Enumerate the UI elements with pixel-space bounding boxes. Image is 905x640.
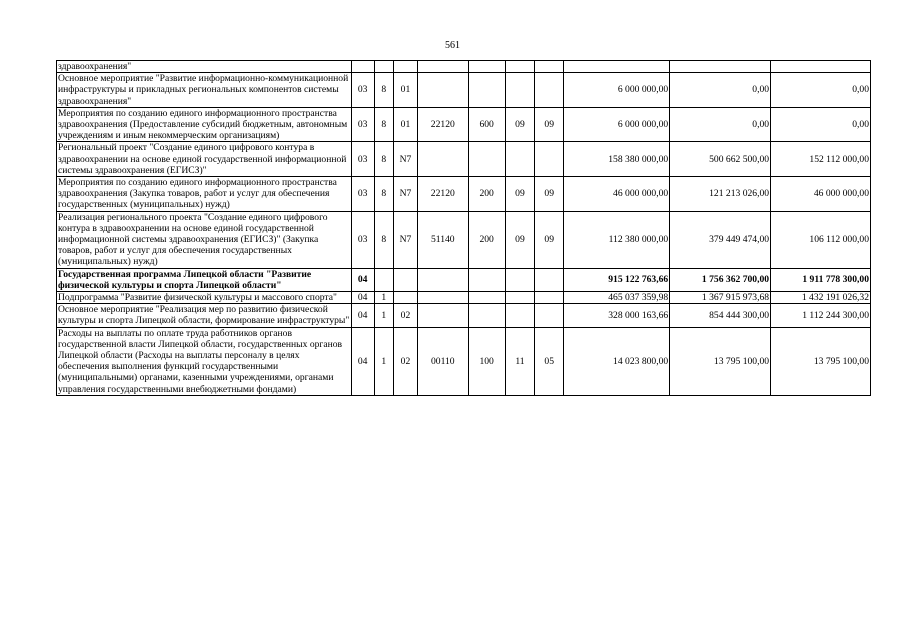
cell-direction-code: 51140 — [418, 211, 468, 268]
cell-expense-type: 100 — [468, 327, 505, 395]
cell-amount-year-3: 106 112 000,00 — [771, 211, 871, 268]
cell-amount-year-1: 112 380 000,00 — [564, 211, 670, 268]
cell-section — [505, 73, 534, 108]
cell-activity-code: N7 — [393, 211, 417, 268]
cell-subprogram-code: 8 — [374, 177, 393, 212]
cell-name: Мероприятия по созданию единого информационного пространства здравоохранения (Закупка товаров, работ и услуг для обеспечения государственных (муниципальных) нужд) — [57, 177, 352, 212]
cell-amount-year-2: 13 795 100,00 — [670, 327, 771, 395]
cell-name: Региональный проект "Создание единого цифрового контура в здравоохранении на основе единой государственной информационной системы здравоохранения (ЕГИСЗ)" — [57, 142, 352, 177]
cell-subprogram-code: 1 — [374, 327, 393, 395]
cell-amount-year-2: 121 213 026,00 — [670, 177, 771, 212]
cell-program-code: 04 — [351, 292, 374, 304]
cell-amount-year-2: 854 444 300,00 — [670, 304, 771, 327]
cell-subprogram-code — [374, 268, 393, 291]
cell-direction-code — [418, 73, 468, 108]
cell-direction-code: 00110 — [418, 327, 468, 395]
cell-direction-code: 22120 — [418, 107, 468, 142]
cell-name: здравоохранения" — [57, 61, 352, 73]
cell-subsection: 09 — [535, 107, 564, 142]
cell-amount-year-1: 158 380 000,00 — [564, 142, 670, 177]
cell-subsection — [535, 61, 564, 73]
cell-program-code: 04 — [351, 268, 374, 291]
cell-expense-type — [468, 73, 505, 108]
cell-activity-code: N7 — [393, 142, 417, 177]
cell-subsection — [535, 304, 564, 327]
cell-name: Государственная программа Липецкой области "Развитие физической культуры и спорта Липецкой области" — [57, 268, 352, 291]
cell-subprogram-code: 8 — [374, 73, 393, 108]
cell-subprogram-code: 1 — [374, 292, 393, 304]
cell-amount-year-2: 379 449 474,00 — [670, 211, 771, 268]
cell-subprogram-code: 8 — [374, 211, 393, 268]
cell-subsection — [535, 292, 564, 304]
cell-amount-year-1: 6 000 000,00 — [564, 73, 670, 108]
cell-subsection — [535, 73, 564, 108]
cell-section — [505, 61, 534, 73]
cell-subsection: 09 — [535, 211, 564, 268]
cell-amount-year-3: 13 795 100,00 — [771, 327, 871, 395]
cell-subsection: 05 — [535, 327, 564, 395]
cell-expense-type: 200 — [468, 211, 505, 268]
cell-section: 09 — [505, 177, 534, 212]
cell-activity-code: 01 — [393, 73, 417, 108]
cell-amount-year-3: 152 112 000,00 — [771, 142, 871, 177]
table-row — [57, 177, 871, 212]
cell-activity-code: 02 — [393, 304, 417, 327]
cell-amount-year-1: 14 023 800,00 — [564, 327, 670, 395]
cell-subprogram-code: 8 — [374, 142, 393, 177]
cell-amount-year-1: 465 037 359,98 — [564, 292, 670, 304]
cell-name: Реализация регионального проекта "Создание единого цифрового контура в здравоохранении на основе единой государственной информационной системы здравоохранения (ЕГИСЗ)" (Закупка товаров, работ и услуг для обеспечения государственных (муниципальных) нужд) — [57, 211, 352, 268]
cell-amount-year-2: 0,00 — [670, 73, 771, 108]
cell-subsection — [535, 268, 564, 291]
cell-direction-code — [418, 292, 468, 304]
cell-amount-year-3: 0,00 — [771, 73, 871, 108]
table-row — [57, 211, 871, 268]
cell-subsection — [535, 142, 564, 177]
cell-subprogram-code: 8 — [374, 107, 393, 142]
cell-amount-year-2: 1 367 915 973,68 — [670, 292, 771, 304]
cell-direction-code — [418, 304, 468, 327]
table-row — [57, 304, 871, 327]
budget-table — [56, 60, 871, 396]
cell-name: Мероприятия по созданию единого информационного пространства здравоохранения (Предоставление субсидий бюджетным, автономным учреждениям и иным некоммерческим организациям) — [57, 107, 352, 142]
cell-program-code: 03 — [351, 211, 374, 268]
cell-section — [505, 268, 534, 291]
cell-amount-year-2 — [670, 61, 771, 73]
cell-amount-year-3: 1 112 244 300,00 — [771, 304, 871, 327]
cell-amount-year-1: 328 000 163,66 — [564, 304, 670, 327]
cell-name: Основное мероприятие "Реализация мер по развитию физической культуры и спорта Липецкой области, формирование инфраструктуры" — [58, 304, 350, 327]
cell-activity-code: N7 — [393, 177, 417, 212]
cell-direction-code — [418, 268, 468, 291]
cell-section — [505, 142, 534, 177]
cell-amount-year-3: 1 911 778 300,00 — [771, 268, 871, 291]
cell-amount-year-3 — [771, 61, 871, 73]
cell-amount-year-1 — [564, 61, 670, 73]
page-number: 561 — [445, 40, 460, 51]
cell-amount-year-1: 6 000 000,00 — [564, 107, 670, 142]
cell-direction-code — [418, 142, 468, 177]
table-row — [57, 73, 871, 108]
cell-section — [505, 304, 534, 327]
cell-direction-code: 22120 — [418, 177, 468, 212]
cell-subprogram-code: 1 — [374, 304, 393, 327]
cell-amount-year-2: 500 662 500,00 — [670, 142, 771, 177]
cell-program-code: 04 — [351, 304, 374, 327]
cell-amount-year-1: 46 000 000,00 — [564, 177, 670, 212]
table-row — [57, 327, 871, 395]
cell-activity-code — [393, 268, 417, 291]
table-row — [57, 61, 871, 73]
cell-amount-year-3: 46 000 000,00 — [771, 177, 871, 212]
cell-section: 09 — [505, 211, 534, 268]
table-row — [57, 292, 871, 304]
cell-activity-code: 01 — [393, 107, 417, 142]
cell-program-code: 03 — [351, 107, 374, 142]
table-body — [57, 61, 871, 396]
table-row — [57, 107, 871, 142]
cell-subprogram-code — [374, 61, 393, 73]
cell-expense-type — [468, 268, 505, 291]
cell-expense-type — [468, 304, 505, 327]
cell-section: 11 — [505, 327, 534, 395]
cell-name: Подпрограмма "Развитие физической культуры и массового спорта" — [57, 292, 352, 304]
cell-expense-type — [468, 142, 505, 177]
cell-direction-code — [418, 61, 468, 73]
cell-expense-type: 200 — [468, 177, 505, 212]
cell-amount-year-2: 1 756 362 700,00 — [670, 268, 771, 291]
cell-expense-type — [468, 61, 505, 73]
cell-expense-type — [468, 292, 505, 304]
cell-expense-type: 600 — [468, 107, 505, 142]
table-row — [57, 142, 871, 177]
cell-activity-code: 02 — [393, 327, 417, 395]
cell-name: Основное мероприятие "Развитие информационно-коммуникационной инфраструктуры и прикладных региональных компонентов системы здравоохранения" — [57, 73, 352, 108]
cell-program-code: 03 — [351, 73, 374, 108]
cell-program-code: 03 — [351, 142, 374, 177]
cell-section — [505, 292, 534, 304]
cell-program-code — [351, 61, 374, 73]
cell-amount-year-3: 0,00 — [771, 107, 871, 142]
cell-program-code: 04 — [351, 327, 374, 395]
cell-amount-year-1: 915 122 763,66 — [564, 268, 670, 291]
cell-name: Расходы на выплаты по оплате труда работников органов государственной власти Липецкой области, государственных органов Липецкой области (Расходы на выплаты персоналу в целях обеспечения выполнения функций государственными (муниципальными) органами, казенными учреждениями, органами управления государственными внебюджетными фондами) — [57, 327, 352, 395]
cell-program-code: 03 — [351, 177, 374, 212]
cell-section: 09 — [505, 107, 534, 142]
cell-subsection: 09 — [535, 177, 564, 212]
cell-amount-year-2: 0,00 — [670, 107, 771, 142]
table-row — [57, 268, 871, 291]
cell-activity-code — [393, 292, 417, 304]
cell-activity-code — [393, 61, 417, 73]
cell-amount-year-3: 1 432 191 026,32 — [771, 292, 871, 304]
